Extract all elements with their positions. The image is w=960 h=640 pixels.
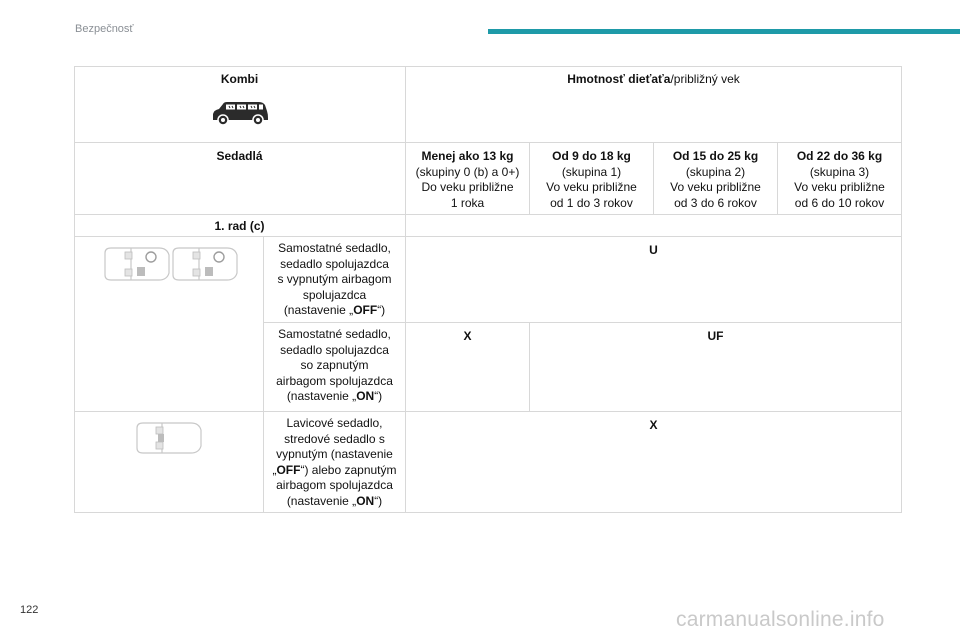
- row-3-value-cell: [406, 412, 902, 513]
- bench-seat-image-cell: [74, 412, 264, 513]
- child-seat-table: [74, 66, 902, 513]
- weight-header-cell: [406, 66, 902, 143]
- row-label-empty-cell: [406, 215, 902, 237]
- seats-label: Sedadlá: [216, 149, 263, 163]
- section-title: Bezpečnosť: [75, 23, 134, 35]
- desc-line: (nastavenie „: [286, 389, 357, 403]
- group-line: (skupina 3): [809, 164, 870, 179]
- weight-header-bold: Hmotnosť dieťaťa: [567, 72, 671, 86]
- van-icon: [209, 99, 271, 127]
- row-1-value-cell: [406, 237, 902, 323]
- page-number: 122: [20, 604, 39, 616]
- group-line: od 6 do 10 rokov: [794, 195, 885, 210]
- seats-label-cell: [74, 143, 406, 215]
- setting-on: ON: [356, 493, 375, 508]
- desc-mid: “) alebo zapnutým: [300, 462, 397, 477]
- row-2-value-a: X: [463, 329, 472, 343]
- desc-close: “): [374, 493, 383, 508]
- row-2-value-a-cell: [406, 323, 530, 412]
- desc-line: so zapnutým: [300, 358, 369, 372]
- row-2-value-b: UF: [707, 329, 724, 343]
- group-line: Vo veku približne: [670, 180, 761, 194]
- car-front-seat-diagram-icon: [101, 245, 241, 283]
- group-cell-2: [654, 143, 778, 215]
- group-line: Vo veku približne: [546, 180, 637, 194]
- header-accent-bar: [488, 29, 960, 34]
- desc-line: s vypnutým airbagom: [277, 272, 392, 286]
- setting-off: OFF: [276, 462, 301, 477]
- desc-line: (nastavenie „: [283, 303, 354, 317]
- desc-line: Samostatné sedadlo,: [278, 241, 391, 255]
- desc-line: sedadlo spolujazdca: [280, 256, 389, 271]
- front-seat-image-cell: [74, 237, 264, 412]
- desc-line: (nastavenie „: [286, 493, 357, 508]
- desc-line: airbagom spolujazdca: [276, 373, 393, 388]
- group-title: Menej ako 13 kg: [421, 149, 514, 163]
- desc-close: “): [374, 389, 383, 403]
- group-cell-3: [778, 143, 902, 215]
- desc-line: sedadlo spolujazdca: [280, 342, 389, 357]
- desc-line: airbagom spolujazdca: [276, 478, 393, 492]
- desc-line: spolujazdca: [302, 287, 367, 302]
- group-line: 1 roka: [450, 195, 485, 210]
- group-line: (skupina 2): [685, 164, 746, 179]
- row-label-cell: [74, 215, 406, 237]
- row-1-value: U: [649, 243, 658, 257]
- desc-line: stredové sedadlo s: [284, 431, 385, 446]
- group-line: Do veku približne: [421, 180, 514, 194]
- row-2-value-b-cell: [530, 323, 902, 412]
- row-label: 1. rad (c): [214, 219, 265, 233]
- car-bench-seat-diagram-icon: [134, 420, 204, 456]
- group-line: od 1 do 3 rokov: [550, 195, 633, 210]
- group-line: Vo veku približne: [794, 180, 885, 194]
- desc-line: „: [272, 462, 277, 477]
- row-1-desc-cell: [264, 237, 406, 323]
- group-title: Od 9 do 18 kg: [552, 149, 631, 163]
- desc-close: “): [377, 303, 386, 317]
- group-title: Od 15 do 25 kg: [672, 149, 759, 163]
- row-2-desc-cell: [264, 323, 406, 412]
- desc-line: vypnutým (nastavenie: [276, 447, 393, 461]
- group-cell-0: [406, 143, 530, 215]
- setting-off: OFF: [353, 303, 378, 317]
- group-line: od 3 do 6 rokov: [674, 195, 757, 210]
- weight-header-rest: /približný vek: [670, 72, 740, 86]
- row-3-desc-cell: [264, 412, 406, 513]
- desc-line: Lavicové sedadlo,: [286, 416, 383, 430]
- watermark: carmanualsonline.info: [676, 608, 885, 631]
- desc-line: Samostatné sedadlo,: [278, 327, 391, 341]
- setting-on: ON: [356, 389, 375, 403]
- vehicle-header-cell: [74, 66, 406, 143]
- group-title: Od 22 do 36 kg: [796, 149, 883, 163]
- vehicle-label: Kombi: [220, 72, 259, 86]
- row-3-value: X: [649, 418, 658, 432]
- group-line: (skupina 1): [561, 164, 622, 179]
- group-cell-1: [530, 143, 654, 215]
- group-line: (skupiny 0 (b) a 0+): [415, 164, 520, 179]
